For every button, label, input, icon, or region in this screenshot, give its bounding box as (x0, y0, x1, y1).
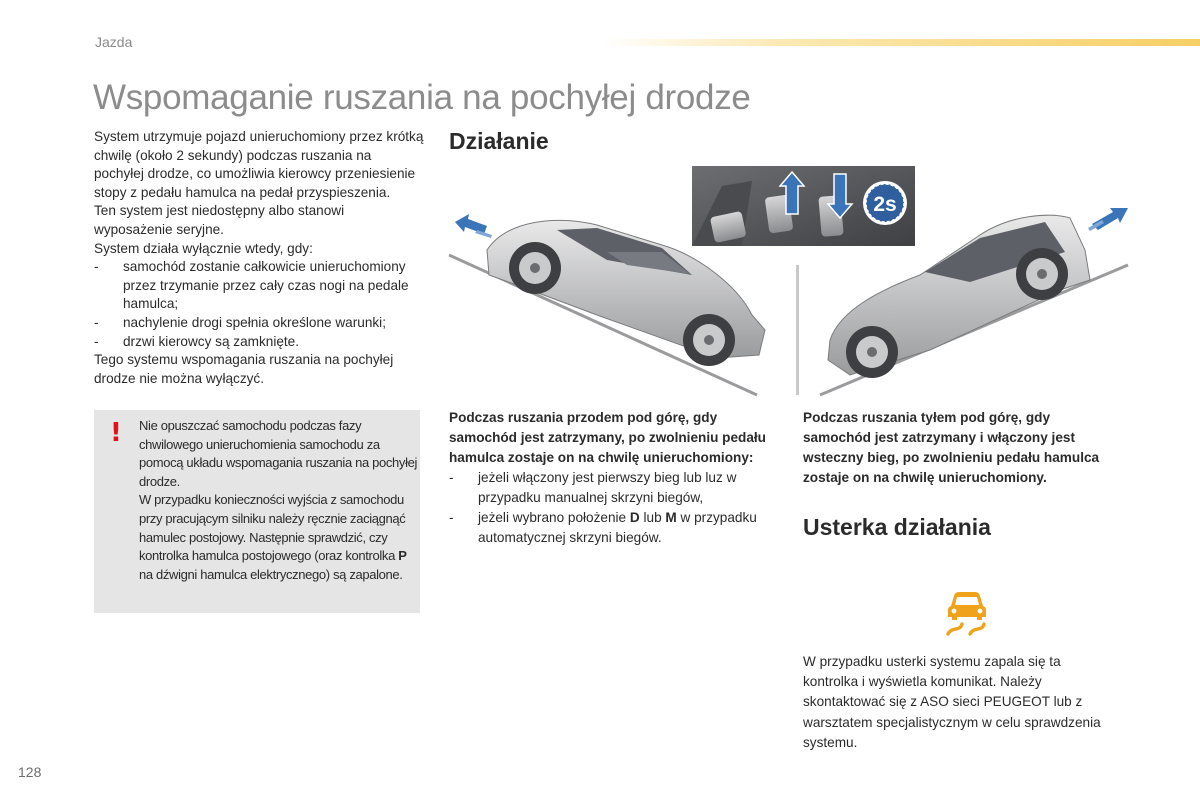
no-disable-paragraph: Tego systemu wspomagania ruszania na pochyłej drodze nie można wyłączyć. (94, 352, 394, 386)
list-dash: - (449, 510, 454, 525)
car-uphill-reverse-illustration (810, 190, 1140, 400)
list-dash: - (94, 333, 99, 349)
intro-paragraph: System utrzymuje pojazd unieruchomiony przez krótką chwilę (około 2 sekundy) podczas ruszania na pochyłej drodze, co umożliwia kierowcy przeniesienie stopy z pedału hamulca na pedał przyspieszenia. (94, 129, 424, 200)
header-accent-bar (600, 39, 1200, 46)
list-dash: - (94, 314, 99, 330)
list-item: - nachylenie drogi spełnia określone warunki; (94, 314, 424, 333)
car-uphill-forward-illustration (447, 190, 787, 400)
forward-start-text (449, 408, 769, 548)
availability-paragraph: Ten system jest niedostępny albo stanowi wyposażenie seryjne. (94, 203, 345, 237)
warning-paragraph: W przypadku konieczności wyjścia z samochodu przy pracującym silniku należy ręcznie zaciągnąć hamulec postojowy. Następnie sprawdzić, czy kontrolka hamulca postojowego (oraz kontrolka P na dźwigni hamulca elektrycznego) są zapalone. (139, 492, 407, 582)
section-heading-fault: Usterka działania (803, 514, 991, 540)
fault-text: W przypadku usterki systemu zapala się ta kontrolka i wyświetla komunikat. Należy skontaktować się z ASO sieci PEUGEOT lub z warsztatem specjalistycznym w celu sprawdzenia systemu. (803, 654, 1101, 750)
forward-lead: Podczas ruszania przodem pod górę, gdy samochód jest zatrzymany, po zwolnieniu pedału hamulca zostaje on na chwilę unieruchomiony: (449, 410, 766, 465)
esp-skid-warning-icon (942, 590, 992, 638)
arrow-right-icon (1088, 208, 1128, 231)
conditions-lead: System działa wyłącznie wtedy, gdy: (94, 240, 313, 256)
list-dash: - (94, 259, 99, 275)
section-heading-operation: Działanie (449, 128, 549, 154)
list-item: - jeżeli włączony jest pierwszy bieg lub luz w przypadku manualnej skrzyni biegów, (449, 468, 769, 508)
page-number: 128 (18, 764, 42, 780)
list-item: - samochód zostanie całkowicie unieruchomiony przez trzymanie przez cały czas nogi na pedale hamulca; (94, 258, 424, 314)
svg-text:2s: 2s (873, 193, 897, 216)
list-item: - drzwi kierowcy są zamknięte. (94, 333, 424, 352)
list-item: - jeżeli wybrano położenie D lub M w przypadku automatycznej skrzyni biegów. (449, 508, 769, 548)
warning-text (139, 417, 419, 584)
warning-exclamation-icon: ! (110, 418, 122, 448)
page-title: Wspomaganie ruszania na pochyłej drodze (93, 78, 751, 117)
illustration-divider (796, 265, 799, 395)
list-dash: - (449, 470, 454, 485)
intro-text (94, 128, 424, 388)
warning-paragraph: Nie opuszczać samochodu podczas fazy chwilowego unieruchomienia samochodu za pomocą układu wspomagania ruszania na pochyłej drodze. (139, 418, 418, 489)
reverse-start-text: Podczas ruszania tyłem pod górę, gdy samochód jest zatrzymany i włączony jest wsteczny bieg, po zwolnieniu pedału hamulca zostaje on na chwilę unieruchomiony. (803, 410, 1100, 485)
arrow-left-icon (455, 214, 492, 238)
section-label: Jazda (95, 34, 133, 50)
